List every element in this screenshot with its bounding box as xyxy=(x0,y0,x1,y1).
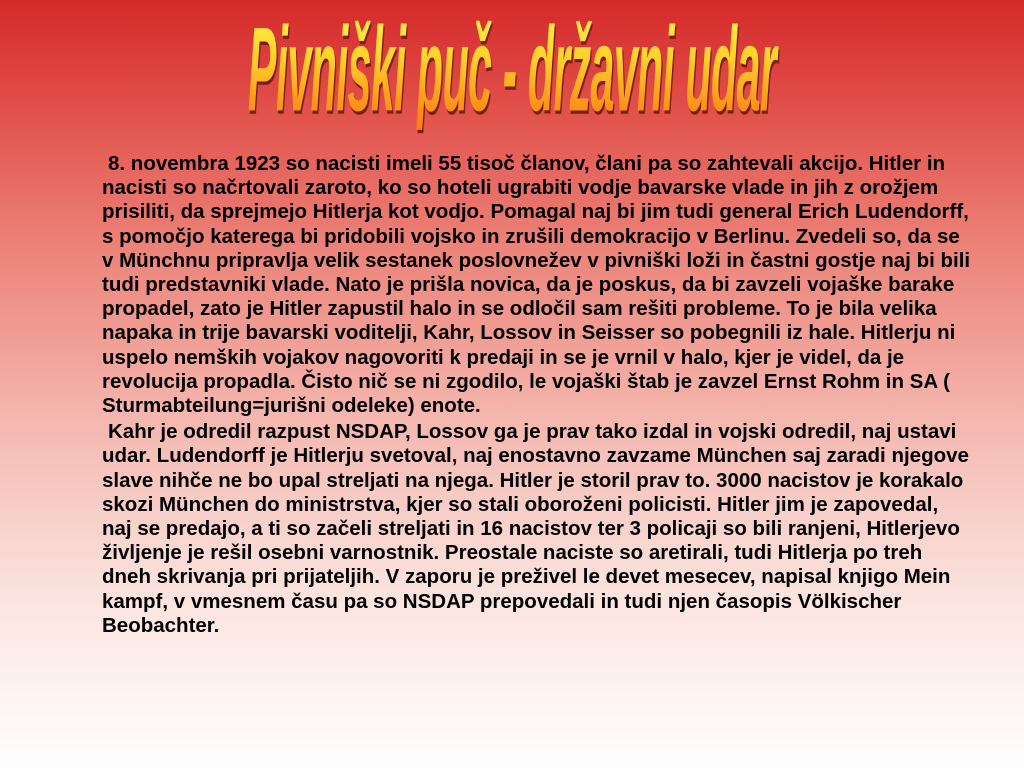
paragraph-2: Kahr je odredil razpust NSDAP, Lossov ga je prav tako izdal in vojski odredil, naj ustavi udar. Ludendorff je Hitlerju svetoval, naj enostavno zavzame München saj zaradi njegove slave nihče ne bo upal streljati na njega. Hitler je storil prav to. 3000 nacistov je korakalo skozi München do ministrstva, kjer so stali oboroženi policisti. Hitler jim je zapovedal, naj se predajo, a ti so začeli streljati in 16 nacistov ter 3 policaji so bili ranjeni, Hitlerjevo življenje je rešil osebni varnostnik. Preostale naciste so aretirali, tudi Hitlerja po treh dneh skrivanja pri prijateljih. V zaporu je preživel le devet mesecev, napisal knjigo Mein kampf, v vmesnem času pa so NSDAP prepovedali in tudi njen časopis Völkischer Beobachter. xyxy=(102,420,969,637)
slide-title: Pivniški puč - državni udar xyxy=(215,10,809,130)
slide-body xyxy=(102,152,972,640)
paragraph-1: 8. novembra 1923 so nacisti imeli 55 tisoč članov, člani pa so zahtevali akcijo. Hitler in nacisti so načrtovali zaroto, ko so hoteli ugrabiti vodje bavarske vlade in jih z orožjem prisiliti, da sprejmejo Hitlerja kot vodjo. Pomagal naj bi jim tudi general Erich Ludendorff, s pomočjo katerega bi pridobili vojsko in zrušili demokracijo v Berlinu. Zvedeli so, da se v Münchnu pripravlja velik sestanek poslovnežev v pivniški loži in častni gostje naj bi bili tudi predstavniki vlade. Nato je prišla novica, da je poskus, da bi zavzeli vojaške barake propadel, zato je Hitler zapustil halo in se odločil sam rešiti probleme. To je bila velika napaka in trije bavarski voditelji, Kahr, Lossov in Seisser so pobegnili iz hale. Hitlerju ni uspelo nemških vojakov nagovoriti k predaji in se je vrnil v halo, kjer je videl, da je revolucija propadla. Čisto nič se ni zgodilo, le vojaški štab je zavzel Ernst Rohm in SA ( Sturmabteilung=jurišni odeleke) enote. xyxy=(102,152,971,418)
